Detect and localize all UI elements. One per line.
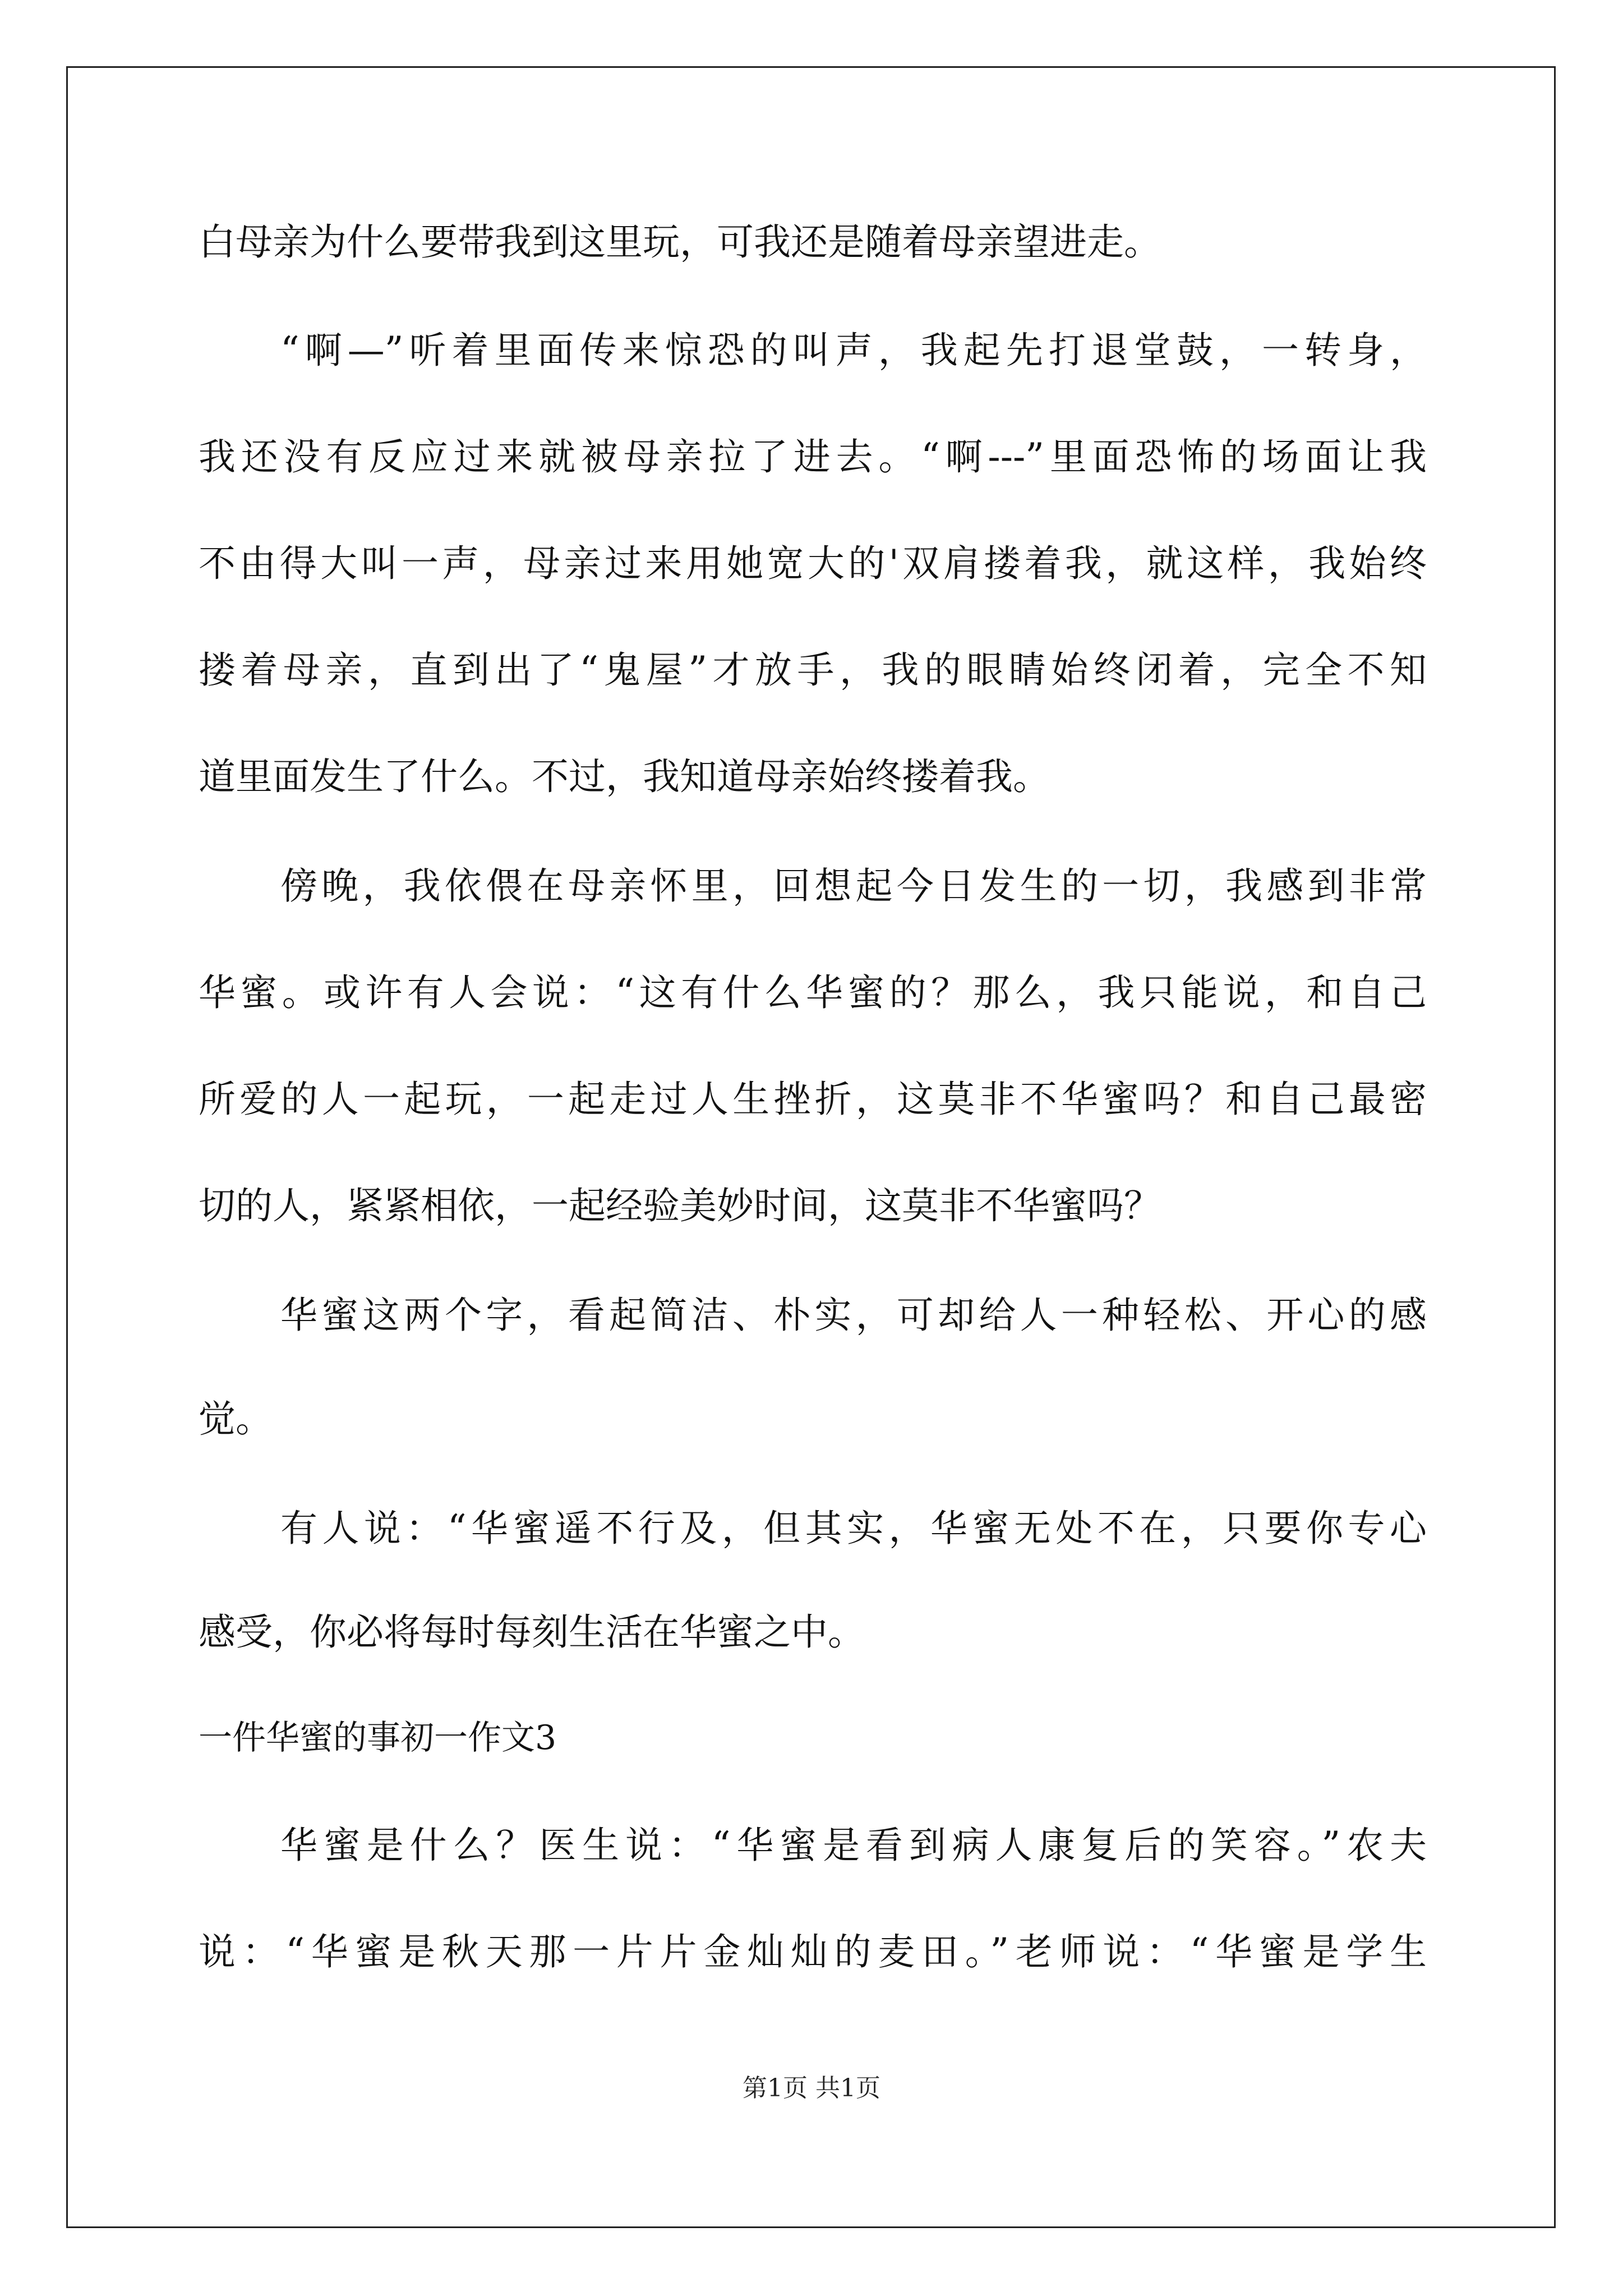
paragraph-line: 搂着母亲，直到出了“鬼屋”才放手，我的眼睛始终闭着，完全不知 bbox=[199, 648, 1427, 692]
paragraph-line: 所爱的人一起玩，一起走过人生挫折，这莫非不华蜜吗？和自己最密 bbox=[199, 1078, 1427, 1121]
paragraph-line: 切的人，紧紧相依，一起经验美妙时间，这莫非不华蜜吗？ bbox=[199, 1184, 1161, 1227]
paragraph-line: 傍晚，我依偎在母亲怀里，回想起今日发生的一切，我感到非常 bbox=[280, 864, 1427, 908]
paragraph-line: 白母亲为什么要带我到这里玩，可我还是随着母亲望进走。 bbox=[199, 220, 1161, 264]
section-heading: 一件华蜜的事初一作文3 bbox=[199, 1718, 557, 1757]
paragraph-line: 觉。 bbox=[199, 1397, 273, 1441]
paragraph-line: 华蜜是什么？医生说：“华蜜是看到病人康复后的笑容。”农夫 bbox=[280, 1824, 1427, 1867]
paragraph-line: “啊—”听着里面传来惊恐的叫声，我起先打退堂鼓，一转身， bbox=[280, 329, 1427, 372]
paragraph-line: 感受，你必将每时每刻生活在华蜜之中。 bbox=[199, 1611, 865, 1654]
page-footer: 第1页 共1页 bbox=[743, 2074, 880, 2102]
paragraph-line: 有人说：“华蜜遥不行及，但其实，华蜜无处不在，只要你专心 bbox=[280, 1507, 1427, 1550]
paragraph-line: 不由得大叫一声，母亲过来用她宽大的'双肩搂着我，就这样，我始终 bbox=[199, 542, 1427, 585]
paragraph-line: 华蜜这两个字，看起简洁、朴实，可却给人一种轻松、开心的感 bbox=[280, 1294, 1427, 1337]
paragraph-line: 华蜜。或许有人会说：“这有什么华蜜的？那么，我只能说，和自己 bbox=[199, 971, 1427, 1014]
paragraph-line: 说：“华蜜是秋天那一片片金灿灿的麦田。”老师说：“华蜜是学生 bbox=[199, 1930, 1427, 1973]
paragraph-line: 道里面发生了什么。不过，我知道母亲始终搂着我。 bbox=[199, 755, 1050, 798]
page-frame bbox=[66, 66, 1556, 2228]
paragraph-line: 我还没有反应过来就被母亲拉了进去。“啊---”里面恐怖的场面让我 bbox=[199, 435, 1427, 478]
